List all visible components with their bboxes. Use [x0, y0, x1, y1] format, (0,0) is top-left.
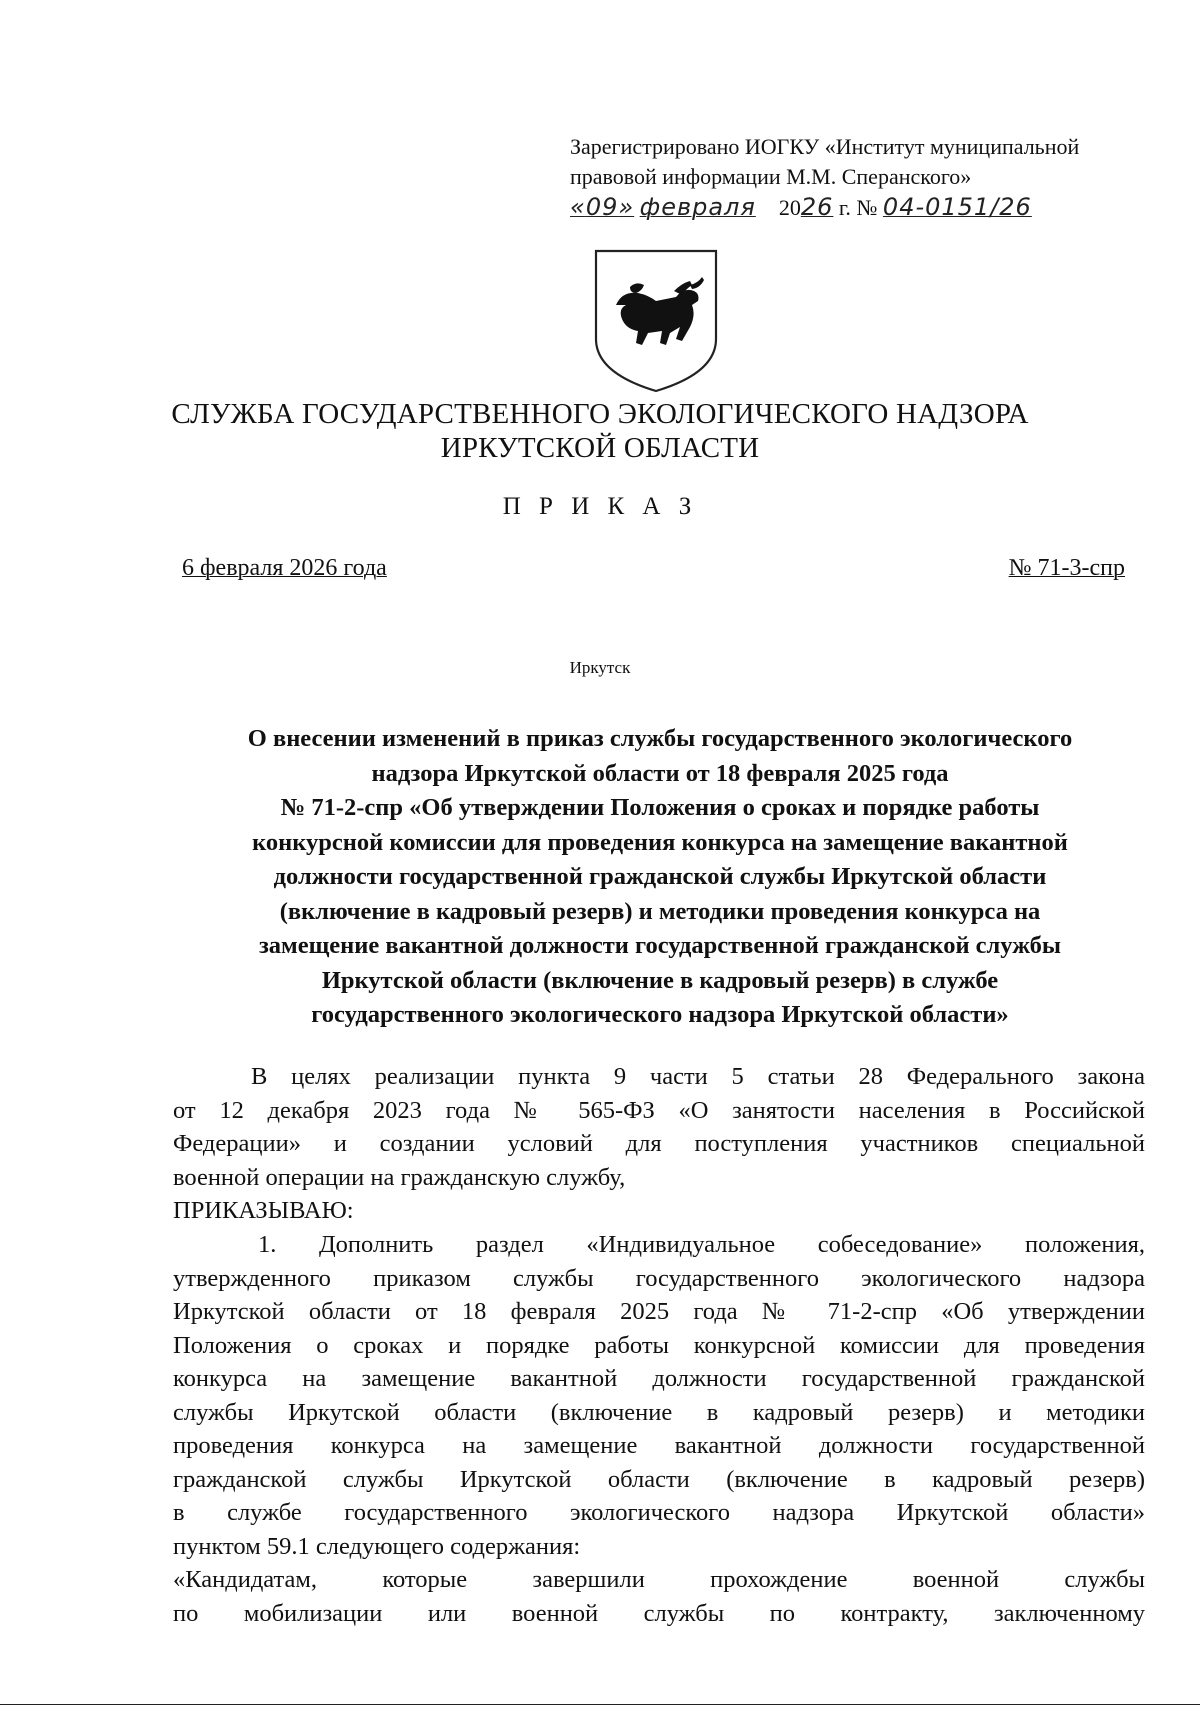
page-bottom-rule — [0, 1704, 1200, 1705]
registration-line-1: Зарегистрировано ИОГКУ «Институт муниципальной — [570, 134, 1080, 159]
title-line: (включение в кадровый резерв) и методики проведения конкурса на — [279, 897, 1041, 925]
item-1-line: Иркутской области от 18 февраля 2025 года № 71-2-спр «Об утверждении — [173, 1298, 1145, 1325]
agency-name-line-1: СЛУЖБА ГОСУДАРСТВЕННОГО ЭКОЛОГИЧЕСКОГО НАДЗОРА — [171, 398, 1029, 430]
registration-line-2: правовой информации М.М. Сперанского» — [570, 164, 972, 189]
title-line: конкурсной комиссии для проведения конкурса на замещение вакантной — [252, 828, 1068, 856]
title-line: должности государственной гражданской службы Иркутской области — [273, 863, 1047, 890]
order-date: 6 февраля 2026 года — [182, 555, 387, 581]
preamble-line: Федерации» и создании условий для поступления участников специальной — [173, 1130, 1145, 1157]
registration-year-prefix: 20 — [778, 195, 801, 220]
item-1-line: 1. Дополнить раздел «Индивидуальное собеседование» положения, — [258, 1231, 1145, 1258]
registration-number: 04-0151/26 — [882, 193, 1032, 221]
registration-day: 09 — [585, 193, 619, 221]
agency-name-line-2: ИРКУТСКОЙ ОБЛАСТИ — [440, 432, 760, 464]
registration-close-quote: » — [618, 193, 635, 221]
item-1-line: службы Иркутской области (включение в кадровый резерв) и методики — [173, 1398, 1145, 1426]
item-1-line: пунктом 59.1 следующего содержания: — [173, 1532, 581, 1560]
preamble-line: от 12 декабря 2023 года № 565-ФЗ «О занятости населения в Российской — [173, 1096, 1145, 1124]
clause-line: «Кандидатам, которые завершили прохождение военной службы — [173, 1566, 1145, 1593]
order-number: № 71-3-спр — [1008, 555, 1125, 581]
document-title — [165, 722, 1155, 1033]
registration-month: февраля — [639, 193, 756, 221]
document-type: П Р И К А З — [502, 493, 698, 520]
title-line: надзора Иркутской области от 18 февраля 2025 года — [371, 759, 949, 787]
city: Иркутск — [569, 658, 631, 677]
coat-of-arms-emblem — [590, 247, 722, 395]
preamble-paragraph — [173, 1060, 1145, 1228]
item-1-line: утвержденного приказом службы государственного экологического надзора — [173, 1264, 1145, 1292]
registration-open-quote: « — [570, 193, 586, 221]
registration-handwritten-line — [570, 192, 1160, 226]
item-1-line: Положения о сроках и порядке работы конкурсной комиссии для проведения — [173, 1331, 1145, 1359]
registration-stamp — [570, 132, 1160, 226]
item-1-line: в службе государственного экологического надзора Иркутской области» — [173, 1499, 1145, 1526]
sable-icon — [630, 283, 644, 293]
preamble-line: военной операции на гражданскую службу, — [173, 1163, 626, 1191]
preamble-line: В целях реализации пункта 9 части 5 статьи 28 Федерального закона — [251, 1063, 1145, 1090]
registration-year-suffix: 26 — [800, 193, 834, 221]
item-1-line: гражданской службы Иркутской области (включение в кадровый резерв) — [173, 1465, 1145, 1493]
title-line: О внесении изменений в приказ службы государственного экологического — [247, 725, 1073, 752]
babr-icon — [616, 277, 704, 345]
title-line: Иркутской области (включение в кадровый резерв) в службе — [321, 966, 999, 994]
order-command: ПРИКАЗЫВАЮ: — [173, 1197, 354, 1224]
clause-line: по мобилизации или военной службы по контракту, заключенному — [173, 1599, 1145, 1627]
registration-g-no: г. № — [833, 195, 878, 220]
title-line: государственного экологического надзора Иркутской области» — [311, 1001, 1009, 1028]
clause-59-1-paragraph — [173, 1563, 1145, 1630]
title-line: № 71-2-спр «Об утверждении Положения о сроках и порядке работы — [280, 794, 1040, 821]
item-1-line: проведения конкурса на замещение вакантной должности государственной — [173, 1432, 1145, 1459]
item-1-line: конкурса на замещение вакантной должности государственной гражданской — [173, 1365, 1145, 1392]
item-1-paragraph — [173, 1228, 1145, 1563]
title-line: замещение вакантной должности государственной гражданской службы — [258, 932, 1062, 959]
